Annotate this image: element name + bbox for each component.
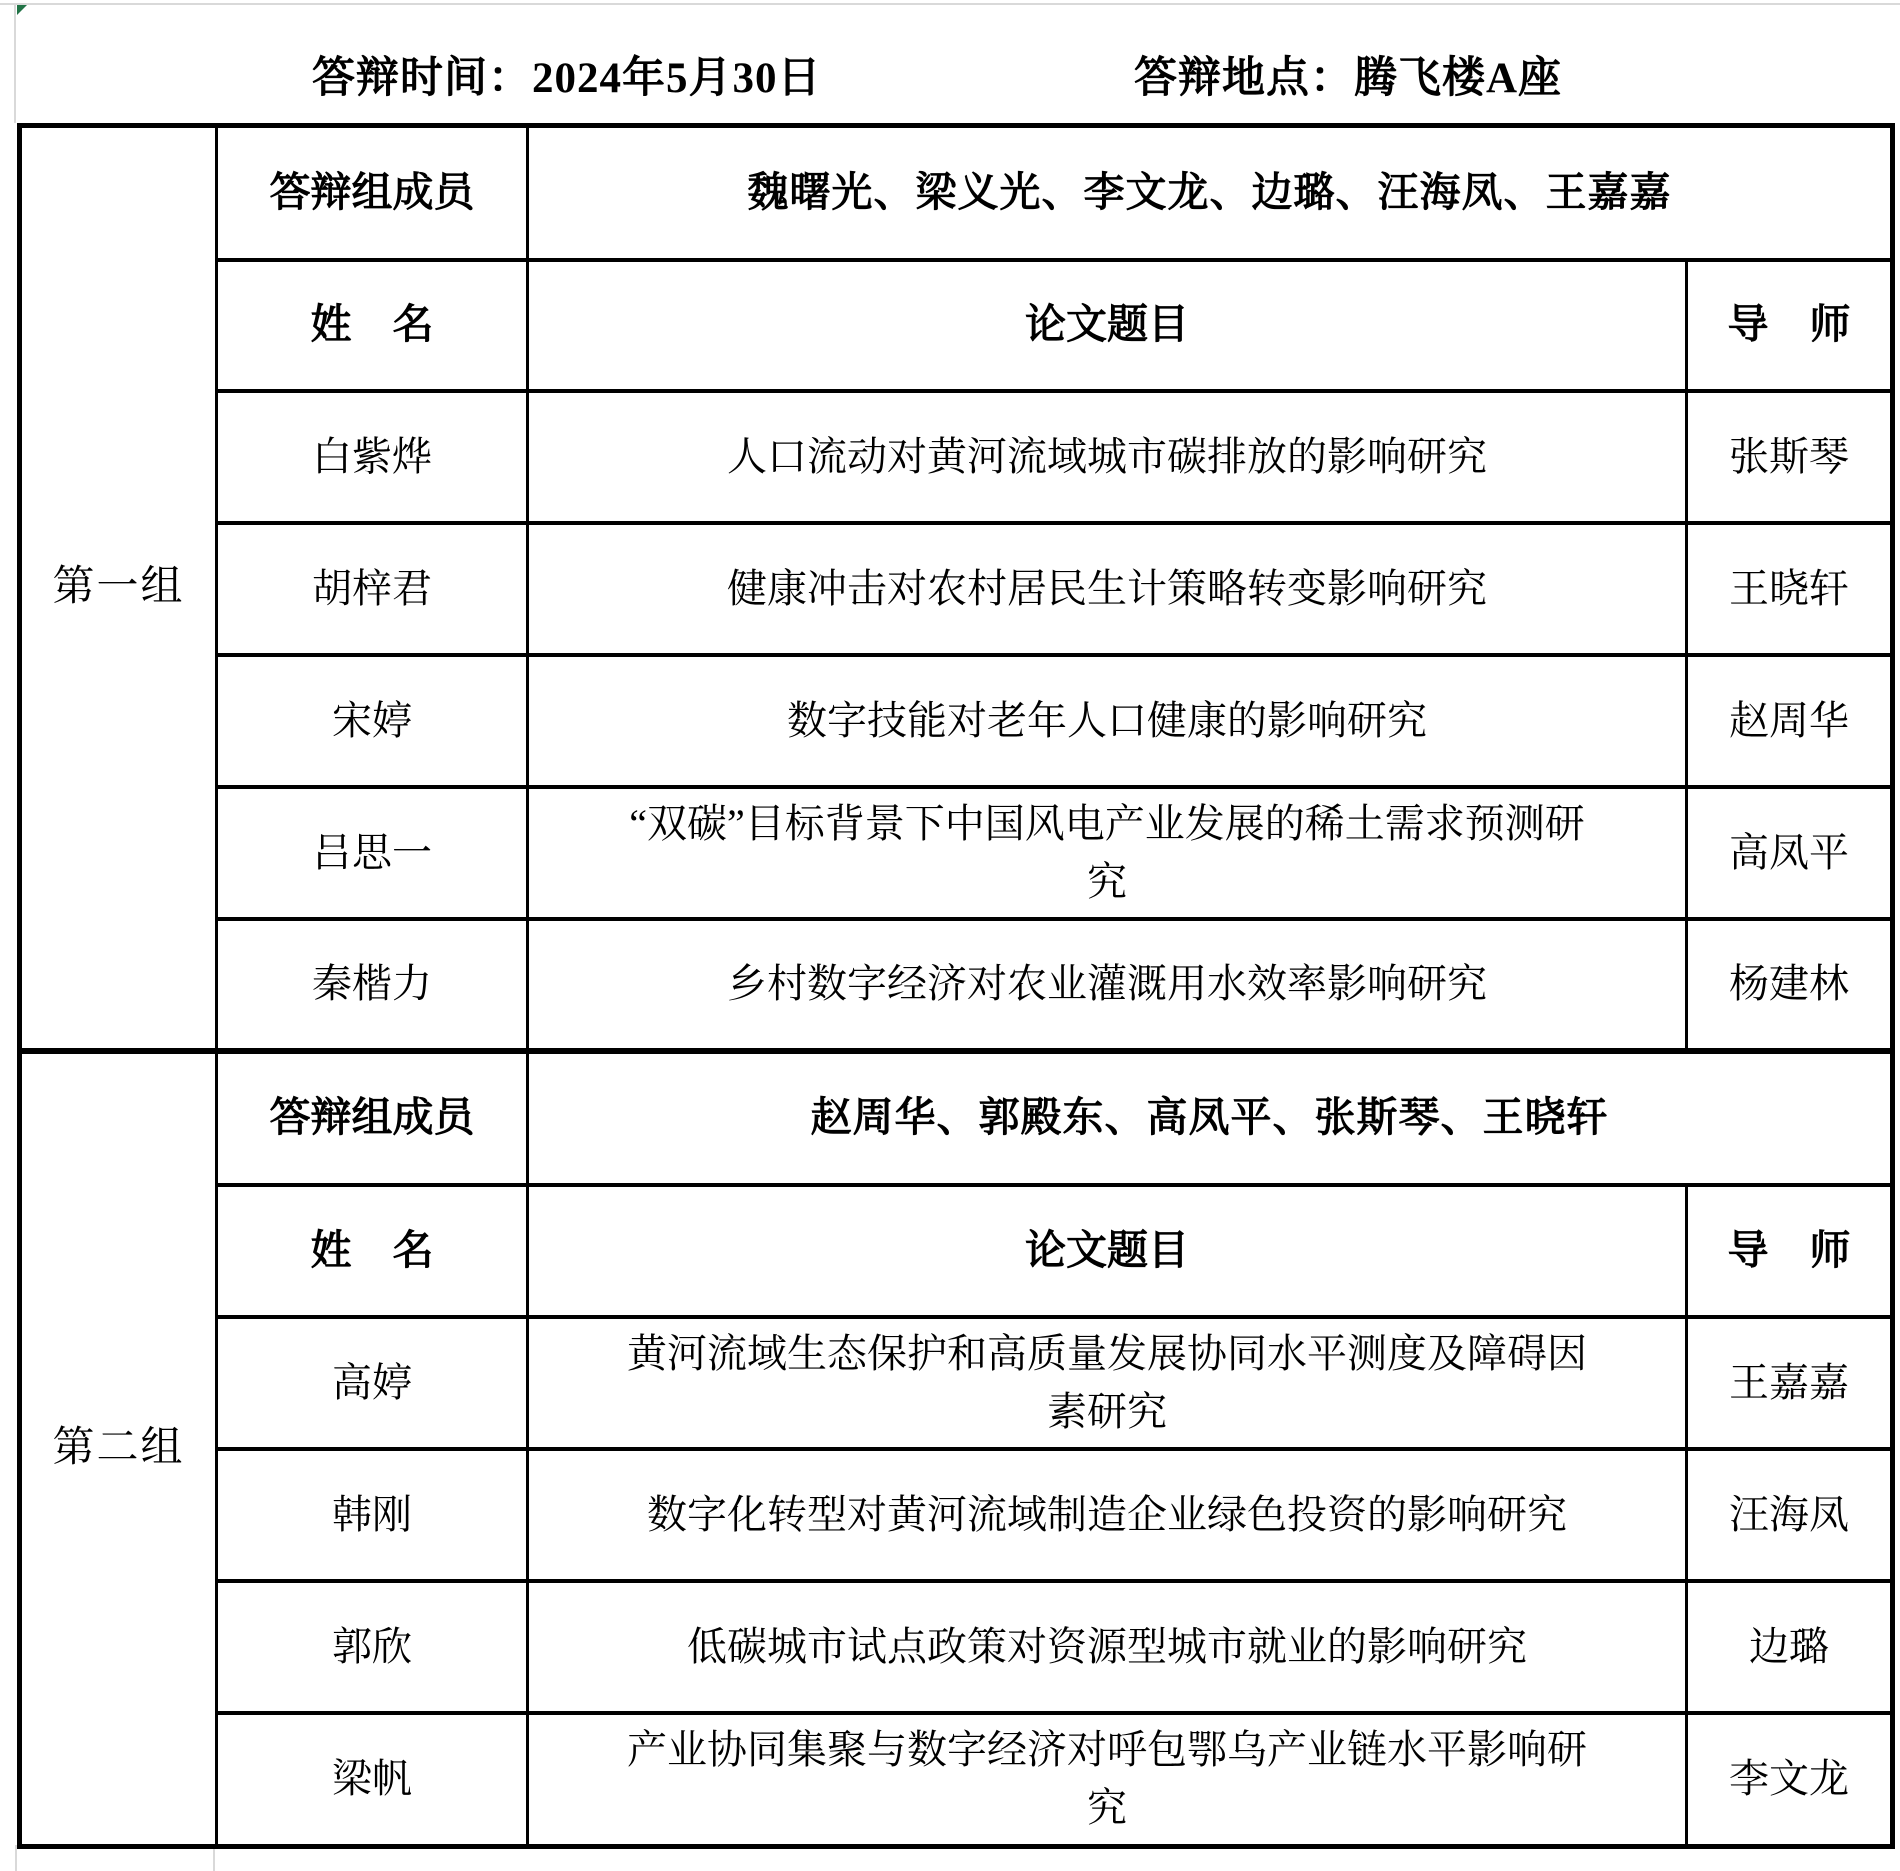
advisor-name-cell[interactable]: 杨建林 (1687, 919, 1893, 1051)
table-row (20, 1317, 1893, 1449)
cell-error-triangle-icon (17, 5, 27, 15)
thesis-title-cell[interactable]: 健康冲击对农村居民生计策略转变影响研究 (528, 523, 1687, 655)
advisor-name-cell[interactable]: 张斯琴 (1687, 391, 1893, 523)
advisor-name-cell[interactable]: 李文龙 (1687, 1713, 1893, 1847)
defense-location-text: 答辩地点：腾飞楼A座 (1134, 55, 1563, 102)
advisor-name-cell[interactable]: 王嘉嘉 (1687, 1317, 1893, 1449)
table-row (20, 1449, 1893, 1581)
defense-time-text: 答辩时间：2024年5月30日 (312, 55, 822, 102)
table-row (20, 523, 1893, 655)
table-row (20, 260, 1893, 391)
table-row (20, 391, 1893, 523)
advisor-name-cell[interactable]: 赵周华 (1687, 655, 1893, 787)
thesis-title-cell[interactable]: 产业协同集聚与数字经济对呼包鄂乌产业链水平影响研究 (528, 1713, 1687, 1847)
committee-members-cell[interactable]: 魏曙光、梁义光、李文龙、边璐、汪海凤、王嘉嘉 (528, 126, 1893, 260)
committee-label-cell[interactable]: 答辩组成员 (217, 1051, 528, 1185)
student-name-cell[interactable]: 韩刚 (217, 1449, 528, 1581)
column-header-advisor[interactable]: 导 师 (1687, 1185, 1893, 1317)
table-row (20, 1581, 1893, 1713)
table-row (20, 787, 1893, 919)
table-row (20, 1051, 1893, 1185)
student-name-cell[interactable]: 白紫烨 (217, 391, 528, 523)
committee-label-cell[interactable]: 答辩组成员 (217, 126, 528, 260)
student-name-cell[interactable]: 秦楷力 (217, 919, 528, 1051)
student-name-cell[interactable]: 胡梓君 (217, 523, 528, 655)
column-header-title[interactable]: 论文题目 (528, 1185, 1687, 1317)
table-row (20, 919, 1893, 1051)
thesis-title-cell[interactable]: 黄河流域生态保护和高质量发展协同水平测度及障碍因素研究 (528, 1317, 1687, 1449)
defense-schedule-table (17, 123, 1895, 1849)
table-row (20, 655, 1893, 787)
gridline-left-upper (14, 3, 16, 123)
thesis-title-cell[interactable]: “双碳”目标背景下中国风电产业发展的稀土需求预测研究 (528, 787, 1687, 919)
group-label-cell[interactable]: 第一组 (20, 126, 217, 1051)
gridline-top (0, 3, 1900, 5)
table-row (20, 126, 1893, 260)
advisor-name-cell[interactable]: 高凤平 (1687, 787, 1893, 919)
column-header-name[interactable]: 姓 名 (217, 260, 528, 391)
student-name-cell[interactable]: 高婷 (217, 1317, 528, 1449)
thesis-title-cell[interactable]: 人口流动对黄河流域城市碳排放的影响研究 (528, 391, 1687, 523)
thesis-title-cell[interactable]: 数字化转型对黄河流域制造企业绿色投资的影响研究 (528, 1449, 1687, 1581)
table-row (20, 1185, 1893, 1317)
advisor-name-cell[interactable]: 汪海凤 (1687, 1449, 1893, 1581)
group-label-cell[interactable]: 第二组 (20, 1051, 217, 1847)
table-row (20, 1713, 1893, 1847)
column-header-title[interactable]: 论文题目 (528, 260, 1687, 391)
student-name-cell[interactable]: 梁帆 (217, 1713, 528, 1847)
student-name-cell[interactable]: 吕思一 (217, 787, 528, 919)
column-header-name[interactable]: 姓 名 (217, 1185, 528, 1317)
thesis-title-cell[interactable]: 数字技能对老年人口健康的影响研究 (528, 655, 1687, 787)
thesis-title-cell[interactable]: 低碳城市试点政策对资源型城市就业的影响研究 (528, 1581, 1687, 1713)
advisor-name-cell[interactable]: 王晓轩 (1687, 523, 1893, 655)
thesis-title-cell[interactable]: 乡村数字经济对农业灌溉用水效率影响研究 (528, 919, 1687, 1051)
column-header-advisor[interactable]: 导 师 (1687, 260, 1893, 391)
student-name-cell[interactable]: 郭欣 (217, 1581, 528, 1713)
advisor-name-cell[interactable]: 边璐 (1687, 1581, 1893, 1713)
committee-members-cell[interactable]: 赵周华、郭殿东、高凤平、张斯琴、王晓轩 (528, 1051, 1893, 1185)
student-name-cell[interactable]: 宋婷 (217, 655, 528, 787)
